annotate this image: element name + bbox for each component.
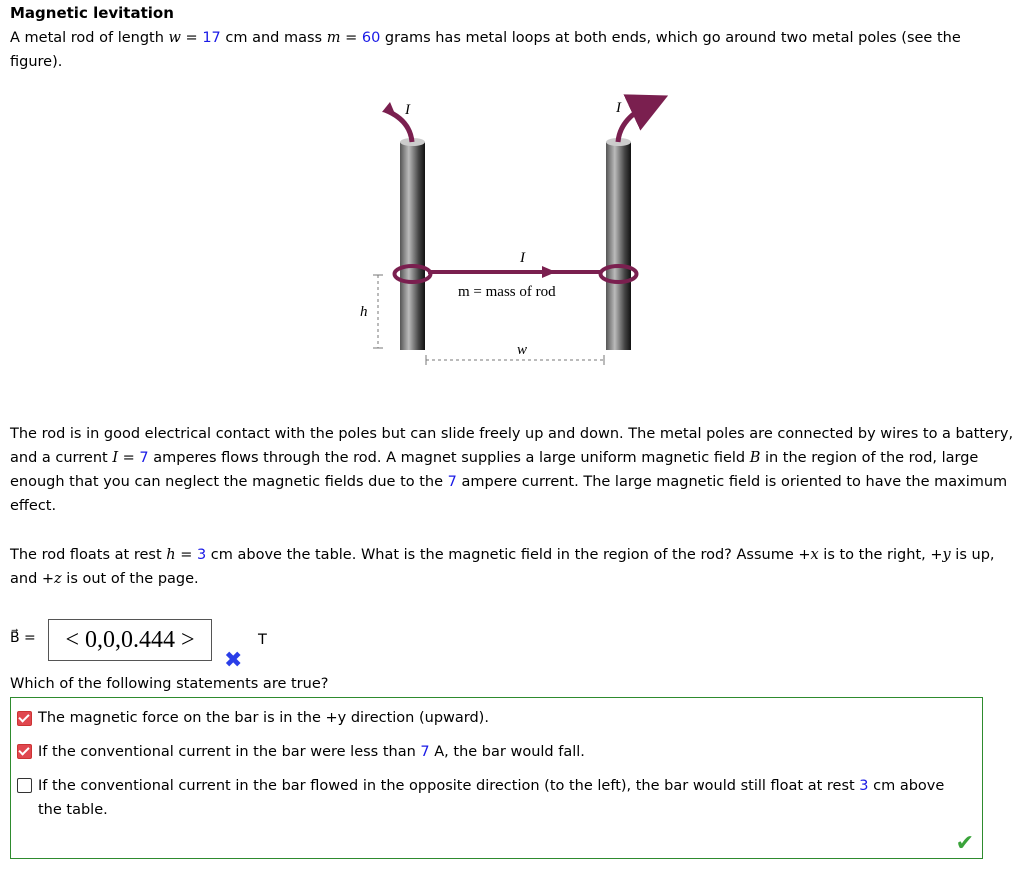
statement-checkbox-3[interactable] bbox=[17, 778, 32, 793]
label-w: w bbox=[517, 342, 528, 358]
right-pole bbox=[606, 138, 631, 350]
mass-value: 60 bbox=[361, 30, 381, 46]
problem-paragraph-2: The rod is in good electrical contact with the poles but can slide freely up and down. The metal poles are connected by wires to a battery, and a current I = 7 amperes flows through the rod. A magnet supplies a large uniform magnetic field B in the region of the rod, large enough that you can neglect the magnetic fields due to the 7 ampere current. The large magnetic field is oriented to have the maximum effect. bbox=[10, 426, 1014, 514]
label-I-rod: I bbox=[520, 250, 525, 266]
levitation-figure bbox=[350, 90, 670, 380]
incorrect-x-icon: ✖ bbox=[224, 648, 243, 673]
problem-title: Magnetic levitation bbox=[10, 4, 174, 22]
statement-checkbox-1[interactable] bbox=[17, 711, 32, 726]
statements-box bbox=[10, 697, 983, 859]
statement-3: If the conventional current in the bar flowed in the opposite direction (to the left), the bar would still float at rest 3 cm above the table. bbox=[38, 778, 945, 818]
statement-1: The magnetic force on the bar is in the +y direction (upward). bbox=[38, 710, 489, 726]
right-wire bbox=[618, 104, 650, 142]
statement-2: If the conventional current in the bar were less than 7 A, the bar would fall. bbox=[38, 744, 585, 760]
correct-check-icon: ✔ bbox=[955, 831, 974, 856]
b-field-label: B⃗ = bbox=[10, 630, 36, 646]
label-h: h bbox=[360, 304, 368, 320]
problem-paragraph-3: The rod floats at rest h = 3 cm above the table. What is the magnetic field in the region of the rod? Assume +x is to the right, +y is up, and +z is out of the page. bbox=[10, 547, 995, 587]
left-pole bbox=[400, 138, 425, 350]
width-value: 17 bbox=[202, 30, 221, 46]
b-field-answer-input[interactable]: < 0,0,0.444 > bbox=[48, 619, 212, 661]
label-mass: m = mass of rod bbox=[458, 284, 556, 300]
question-text: Which of the following statements are true? bbox=[10, 676, 329, 692]
label-I-left: I bbox=[405, 102, 410, 118]
current-arrow-icon bbox=[542, 266, 556, 278]
label-I-right: I bbox=[616, 100, 621, 116]
statement-checkbox-2[interactable] bbox=[17, 744, 32, 759]
intro-text: A metal rod of length w = 17 cm and mass m = 60 grams has metal loops at both ends, which go around two metal poles (see the figure). bbox=[10, 30, 961, 70]
unit-label: T bbox=[258, 632, 267, 648]
